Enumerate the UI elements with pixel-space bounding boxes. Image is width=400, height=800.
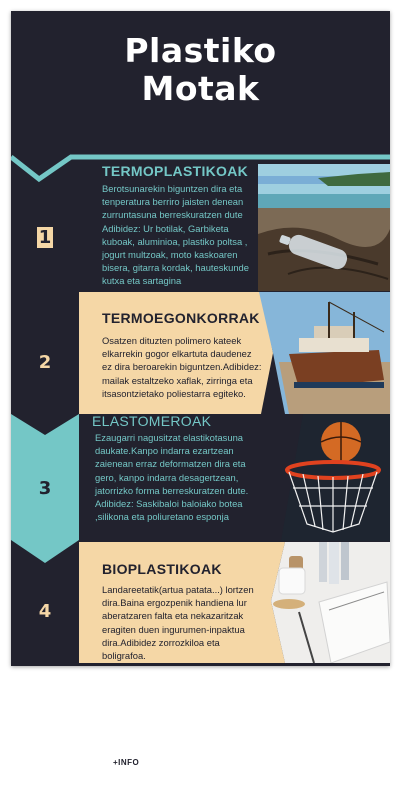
section-4-heading: BIOPLASTIKOAK [102,561,222,577]
section-2-number: 2 [38,352,52,373]
plastic-bottle-beach-photo [258,164,390,291]
section-4-number: 4 [38,601,52,622]
section-4-body: Landareetatik(artua patata...) lortzen dira.Baina ergozpenik handiena lur aberatzaren falta eta nekazaritzak eragiten duen ingurumen-inpaktua dira.Adibidez zorrozkiloa eta boligrafoa. [102,584,254,662]
section-1-body: Berotsunarekin biguntzen dira eta tenperatura berriro jaisten denean zurruntasuna berreskuratzen dute Adibidez: Ur botilak, Garbiketa kuboak, aluminioa, plastiko poltsa , jogurt multzoak, moto kaskoaren bisera, gitarra kordak, hauteskunde kutxa eta sartagina [102,183,249,287]
infographic-card [11,11,390,666]
more-info-link[interactable]: +INFO [113,758,140,767]
section-3-body: Ezaugarri nagusitzat elastikotasuna daukate.Kanpo indarra ezartzean zaienean erraz deformatzen dira eta gero, kanpo indarra desagertzean, jatorrizko forma berreskuratzen dute. Adibidez: Saskibaloi baloiako botea ,silikona eta poliuretano esponja [95,432,249,523]
page-title-line-2: Motak [141,69,260,108]
basketball-hoop-photo [263,414,390,541]
section-2-body: Osatzen dituzten polimero kateek elkarrekin gogor elkartuta daudenez ez dira beroarekin biguntzen.Adibidez: mailak estaltzeko xaflak, zirringa eta itsasontzietako poliestarra egiteko. [102,335,262,399]
section-1-heading: TERMOPLASTIKOAK [102,163,249,179]
section-1-number: 1 [38,227,52,248]
boat-photo [259,292,390,414]
section-3-number: 3 [38,478,52,499]
section-2-heading: TERMOEGONKORRAK [102,310,260,326]
desk-notebook-photo [259,542,390,663]
page-title-line-1: Plastiko [124,31,277,70]
section-3-heading: ELASTOMEROAK [92,413,212,429]
